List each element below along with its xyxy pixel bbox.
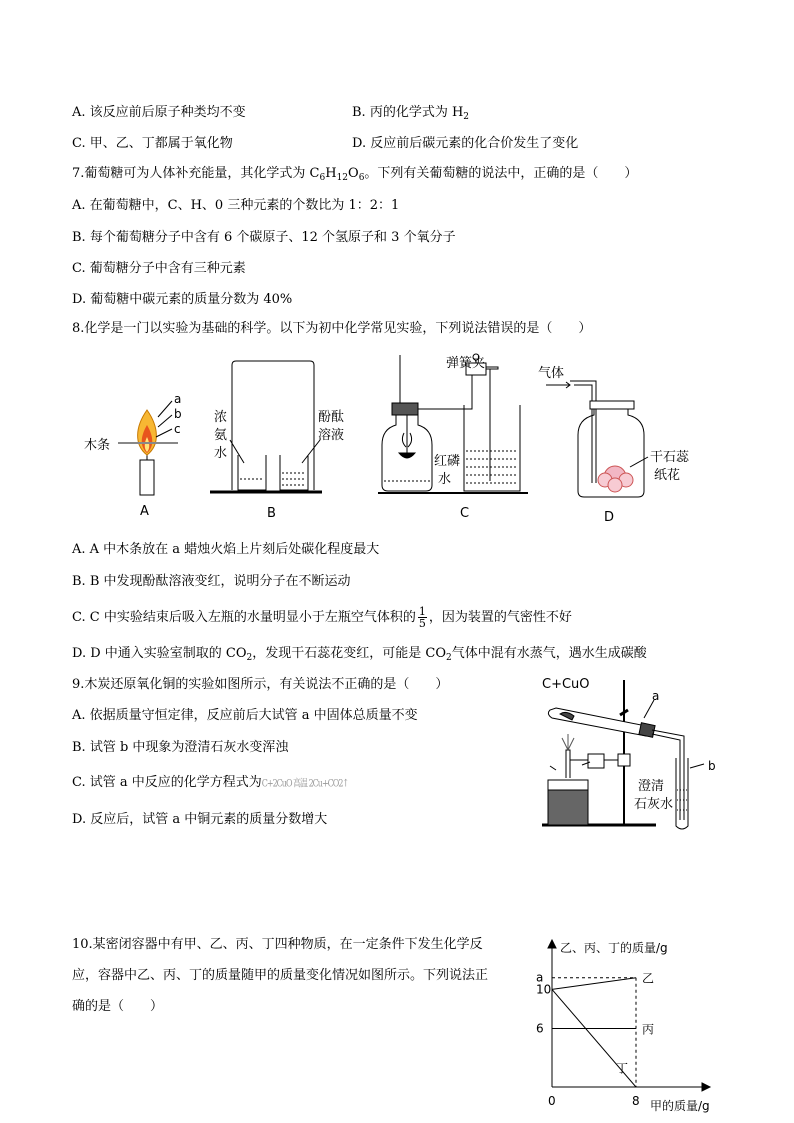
q8-option-c-post: ，因为装置的气密性不好: [428, 610, 572, 625]
y-tick-label-2: a: [536, 970, 544, 985]
label-honglin: 红磷: [434, 454, 461, 469]
q9-option-c: [72, 775, 348, 792]
q7-h: H: [325, 166, 337, 181]
figure-a-candle: [118, 401, 178, 495]
figure-d-jar: [546, 381, 648, 497]
fraction-den: 5: [418, 617, 426, 630]
label-shihuishui: 石灰水: [634, 797, 674, 812]
label-qiti: 气体: [538, 366, 565, 381]
q8-figure: [70, 345, 710, 525]
label-tube-a: a: [652, 689, 660, 703]
q9-option-a: A. 依据质量守恒定律，反应前后大试管 a 中固体总质量不变: [72, 708, 418, 723]
q7-option-c: C. 葡萄糖分子中含有三种元素: [72, 261, 246, 276]
label-a: a: [174, 392, 182, 406]
label-fig-c: C: [460, 506, 470, 521]
q7-stem-pre: 7.葡萄糖可为人体补充能量，其化学式为 C: [72, 166, 320, 181]
label-shui2: 水: [438, 472, 452, 487]
q6-option-b-sub: 2: [463, 112, 470, 122]
figure-c-apparatus: [378, 354, 528, 493]
label-b: b: [174, 407, 182, 421]
q6-option-b: [352, 105, 469, 121]
q7-stem-post: 。下列有关葡萄糖的说法中，正确的是（ ）: [364, 166, 638, 181]
label-c: c: [174, 422, 181, 436]
q7-option-d: D. 葡萄糖中碳元素的质量分数为 40%: [72, 292, 293, 307]
q8-option-d-mid: ，发现干石蕊花变红，可能是 CO: [252, 646, 447, 661]
q7-o: O: [348, 166, 359, 181]
q7-stem: [72, 166, 637, 182]
label-rongye: 溶液: [318, 428, 345, 443]
q7-option-a: A. 在葡萄糖中，C、H、0 三种元素的个数比为 1：2：1: [72, 198, 400, 213]
chart-ylabel: 乙、丙、丁的质量/g: [560, 941, 668, 955]
q9-equation-image: C+2CuO 高温 2Cu+CO2↑: [261, 777, 349, 790]
q8-option-b: B. B 中发现酚酞溶液变红，说明分子在不断运动: [72, 574, 351, 589]
label-shui: 水: [214, 446, 228, 461]
q9-figure: [536, 670, 736, 830]
series-label-0: 乙: [642, 971, 655, 986]
label-mutiao: 木条: [84, 438, 111, 453]
series-line-0: [552, 978, 636, 990]
q10-stem-line-2: 应，容器中乙、丙、丁的质量随甲的质量变化情况如图所示。下列说法正: [72, 968, 489, 983]
x-tick-label-1: 8: [632, 1094, 640, 1108]
series-label-2: 丁: [616, 1061, 629, 1076]
q8-option-d: [72, 646, 647, 662]
q8-option-d-post: 气体中混有水蒸气，遇水生成碳酸: [451, 646, 647, 661]
q6-option-c: C. 甲、乙、丁都属于氧化物: [72, 136, 233, 151]
label-chengqing: 澄清: [638, 779, 665, 794]
q10-stem-line-3: 确的是（ ）: [72, 999, 164, 1014]
q8-option-d-sub2: 2: [446, 653, 452, 663]
fraction-one-fifth: [418, 606, 427, 629]
label-tanhuangjia: 弹簧夹: [446, 356, 486, 371]
q9-option-b: B. 试管 b 中现象为澄清石灰水变浑浊: [72, 740, 289, 755]
q7-option-b: B. 每个葡萄糖分子中含有 6 个碳原子、12 个氢原子和 3 个氧分子: [72, 230, 456, 245]
label-fig-a: A: [140, 504, 149, 519]
fraction-num: 1: [418, 605, 426, 618]
series-label-1: 丙: [642, 1022, 655, 1037]
label-zhihua: 纸花: [654, 468, 681, 483]
q8-option-c-pre: C. C 中实验结束后吸入左瓶的水量明显小于左瓶空气体积的: [72, 610, 416, 625]
y-tick-label-0: 6: [536, 1021, 544, 1036]
label-c-cuo: C+CuO: [542, 677, 590, 692]
q8-option-c: [72, 606, 572, 629]
q8-stem: 8.化学是一门以实验为基础的科学。以下为初中化学常见实验，下列说法错误的是（ ）: [72, 321, 592, 336]
q7-sub-1: 6: [319, 173, 326, 183]
label-ganshirui: 干石蕊: [650, 450, 690, 465]
q9-stem: 9.木炭还原氧化铜的实验如图所示，有关说法不正确的是（ ）: [72, 677, 449, 692]
figure-b-beakers: [210, 361, 322, 492]
q7-sub-2: 12: [336, 173, 349, 183]
x-tick-label-0: 0: [548, 1094, 556, 1108]
label-nong: 浓: [214, 410, 228, 425]
q8-option-d-pre: D. D 中通入实验室制取的 CO: [72, 646, 247, 661]
q8-option-a: A. A 中木条放在 a 蜡烛火焰上片刻后处碳化程度最大: [72, 542, 380, 557]
q10-chart: [528, 930, 738, 1115]
q10-stem-line-1: 10.某密闭容器中有甲、乙、丙、丁四种物质，在一定条件下发生化学反: [72, 937, 483, 952]
q9-option-c-text: C. 试管 a 中反应的化学方程式为: [72, 775, 262, 790]
q6-option-a: A. 该反应前后原子种类均不变: [72, 105, 246, 120]
label-an: 氨: [214, 428, 228, 443]
label-fenti: 酚酞: [318, 410, 345, 425]
q8-option-d-sub1: 2: [246, 653, 253, 663]
q9-option-d: D. 反应后，试管 a 中铜元素的质量分数增大: [72, 812, 328, 827]
q6-option-d: D. 反应前后碳元素的化合价发生了变化: [352, 136, 579, 151]
q6-option-b-text: B. 丙的化学式为 H: [352, 105, 464, 120]
y-tick-label-1: 10: [536, 982, 552, 997]
label-fig-b: B: [267, 506, 276, 521]
label-fig-d: D: [604, 510, 615, 525]
chart-xlabel: 甲的质量/g: [650, 1099, 710, 1113]
q7-sub-3: 6: [358, 173, 365, 183]
label-tube-b: b: [708, 759, 716, 773]
axes: [548, 940, 710, 1091]
